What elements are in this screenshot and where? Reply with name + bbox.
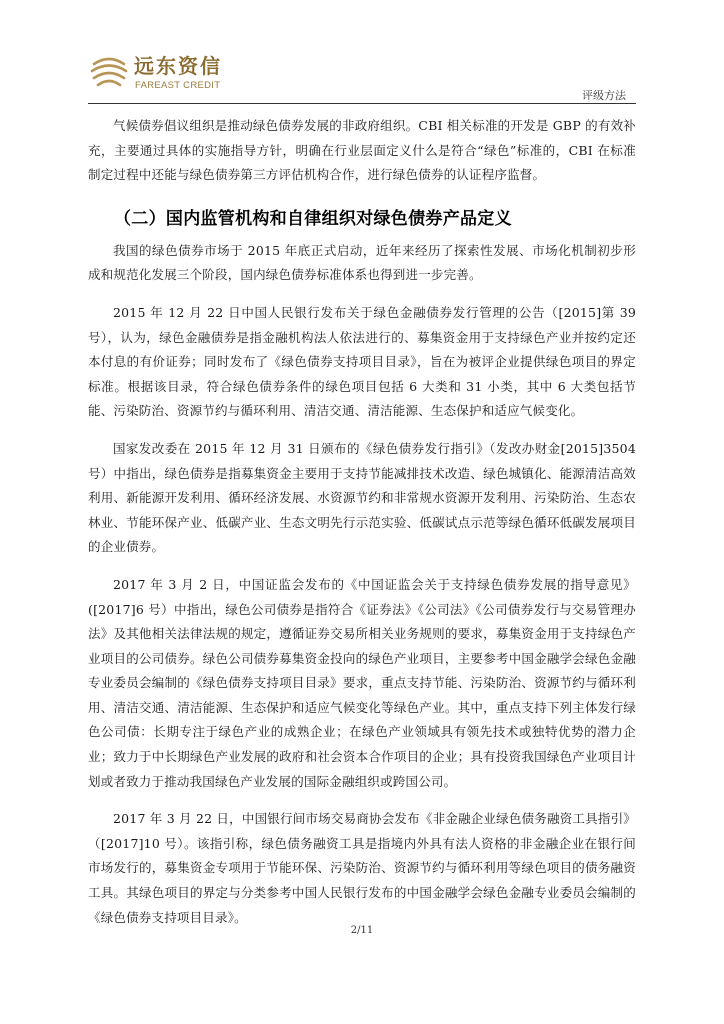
company-logo xyxy=(88,50,234,96)
page-header xyxy=(0,0,724,104)
logo-english-name: FAREAST CREDIT xyxy=(135,80,221,91)
document-body xyxy=(88,114,636,943)
header-divider xyxy=(88,103,636,104)
paragraph-cbi: 气候债券倡议组织是推动绿色债券发展的非政府组织。CBI 相关标准的开发是 GBP 的有效补充，主要通过具体的实施指导方针，明确在行业层面定义什么是符合“绿色”标准的，CBI 在标准制定过程中还能与绿色债券第三方评估机构合作，进行绿色债券的认证程序监督。 xyxy=(88,118,636,183)
paragraph-nafmii: 2017 年 3 月 22 日，中国银行间市场交易商协会发布《非金融企业绿色债务融资工具指引》（[2017]10 号）。该指引称，绿色债务融资工具是指境内外具有法人资格的非金融企业在银行间市场发行的，募集资金专项用于节能环保、污染防治、资源节约与循环利用等绿色项目的债务融资工具。其绿色项目的界定与分类参考中国人民银行发布的中国金融学会绿色金融专业委员会编制的《绿色债券支持项目目录》。 xyxy=(88,811,636,925)
paragraph-market-intro: 我国的绿色债券市场于 2015 年底正式启动，近年来经历了探索性发展、市场化机制初步形成和规范化发展三个阶段，国内绿色债券标准体系也得到进一步完善。 xyxy=(88,242,636,283)
paragraph-ndrc: 国家发改委在 2015 年 12 月 31 日颁布的《绿色债券发行指引》（发改办财金[2015]3504 号）中指出，绿色债券是指募集资金主要用于支持节能减排技术改造、绿色城镇化、能源清洁高效利用、新能源开发利用、循环经济发展、水资源节约和非常规水资源开发利用、污染防治、生态农林业、节能环保产业、低碳产业、生态文明先行示范实验、低碳试点示范等绿色循环低碳发展项目的企业债券。 xyxy=(88,440,636,555)
fareast-logo-icon xyxy=(88,50,130,92)
logo-chinese-name: 远东资信 xyxy=(134,54,222,78)
paragraph-pboc: 2015 年 12 月 22 日中国人民银行发布关于绿色金融债券发行管理的公告（[2015]第 39 号），认为，绿色金融债券是指金融机构法人依法进行的、募集资金用于支持绿色产业并按约定还本付息的有价证券；同时发布了《绿色债券支持项目目录》，旨在为被评企业提供绿色项目的界定标准。根据该目录，符合绿色债券条件的绿色项目包括 6 大类和 31 小类，其中 6 大类包括节能、污染防治、资源节约与循环利用、清洁交通、清洁能源、生态保护和适应气候变化。 xyxy=(88,304,636,419)
section-heading: （二）国内监管机构和自律组织对绿色债券产品定义 xyxy=(114,208,512,229)
paragraph-csrc: 2017 年 3 月 2 日，中国证监会发布的《中国证监会关于支持绿色债券发展的指导意见》([2017]6 号）中指出，绿色公司债券是指符合《证券法》《公司法》《公司债券发行与交易管理办法》及其他相关法律法规的规定，遵循证券交易所相关业务规则的要求，募集资金用于支持绿色产业项目的公司债券。绿色公司债券募集资金投向的绿色产业项目，主要参考中国金融学会绿色金融专业委员会编制的《绿色债券支持项目目录》要求，重点支持节能、污染防治、资源节约与循环利用、清洁交通、清洁能源、生态保护和适应气候变化等绿色产业。其中，重点支持下列主体发行绿色公司债：长期专注于绿色产业的成熟企业；在绿色产业领域具有领先技术或独特优势的潜力企业；致力于中长期绿色产业发展的政府和社会资本合作项目的企业；具有投资我国绿色产业项目计划或者致力于推动我国绿色产业发展的国际金融组织或跨国公司。 xyxy=(88,576,636,789)
page-number: 2/11 xyxy=(350,925,374,936)
document-section-tag: 评级方法 xyxy=(582,89,626,102)
